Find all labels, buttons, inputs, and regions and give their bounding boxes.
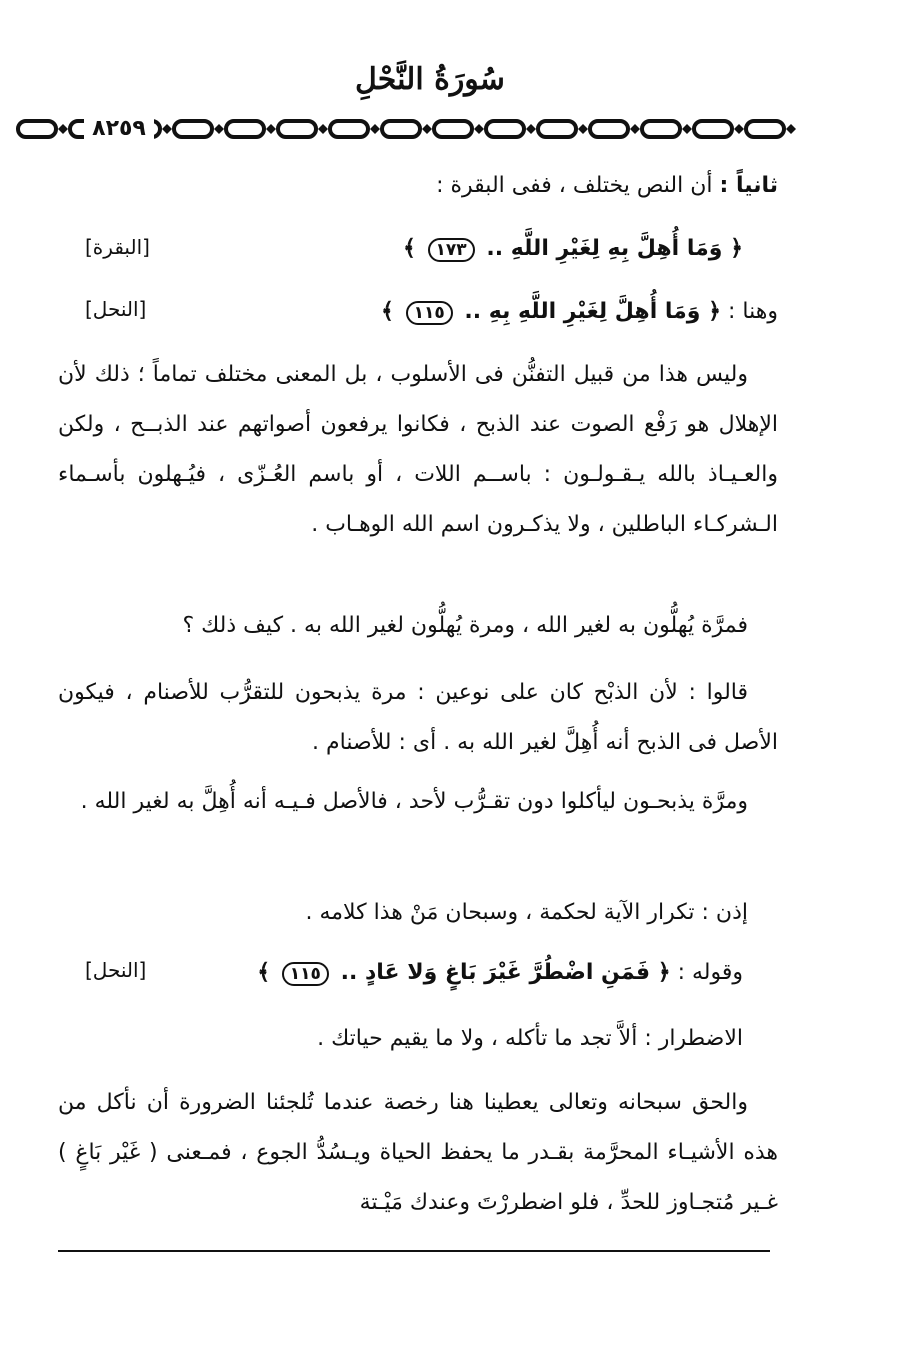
verse-lead: وهنا : (728, 299, 778, 324)
chain-diamond (734, 124, 744, 134)
paragraph: ومرَّة يذبحـون ليأكلوا دون تقـرُّب لأحد ، فالأصل فـيـه أنه أُهِلَّ به لغير الله . (80, 789, 748, 814)
verse-nahl-line (381, 296, 778, 328)
verse-text: وَمَا أُهِلَّ بِهِ لِغَيْرِ اللَّهِ .. (486, 236, 723, 261)
paragraph: والحق سبحانه وتعالى يعطينا هنا رخصة عندما تُلجئنا الضرورة أن نأكل من هذه الأشيـاء المحرَّمة بقـدر ما يحفظ الحياة ويـسُدُّ الجوع ، فمـعنى ( غَيْر بَاغٍ ) غـير مُتجـاوز للحدِّ ، فلو اضطررْتَ وعندك مَيْـتة (58, 1090, 778, 1215)
chain-diamond (162, 124, 172, 134)
chain-diamond (630, 124, 640, 134)
chain-diamond (578, 124, 588, 134)
verse-baqarah (403, 233, 743, 265)
intro-line (436, 170, 778, 202)
paragraph: وليس هذا من قبيل التفنُّن فى الأسلوب ، بل المعنى مختلف تماماً ؛ ذلك لأن الإهلال هو رَفْع الصوت عند الذبح ، فكانوا يرفعون أصواتهم عند الذبــح ، ولكن والعـيـاذ بالله يـقـولـون : باســم اللات ، أو باسم العُـزّى ، فيُـهلون بأسـماء الـشركـاء الباطلين ، ولا يذكـرون اسم الله الوهـاب . (58, 362, 778, 537)
ornate-bracket-close-icon: ﴾ (381, 299, 394, 324)
chain-link (226, 121, 264, 137)
ornate-bracket-open-icon: ﴿ (708, 299, 722, 324)
ornate-bracket-close-icon: ﴾ (402, 236, 416, 261)
chain-diamond (58, 124, 68, 134)
chain-link (746, 121, 784, 137)
chain-diamond (266, 124, 276, 134)
intro-text: أن النص يختلف ، ففى البقرة : (436, 173, 713, 198)
verse-lead: وقوله : (677, 960, 743, 985)
ornate-bracket-open-icon: ﴿ (657, 960, 671, 985)
chain-link (694, 121, 732, 137)
paragraph: قالوا : لأن الذبْح كان على نوعين : مرة يذبحون للتقرُّب للأصنام ، فيكون الأصل فى الذبح أنه أُهِلَّ لغير الله به . أى : للأصنام . (58, 680, 778, 755)
chain-link (174, 121, 212, 137)
paragraph: إذن : تكرار الآية لحكمة ، وسبحان مَنْ هذا كلامه . (305, 900, 748, 925)
chain-link (382, 121, 420, 137)
page-number: ٨٢٥٩ (84, 112, 154, 146)
chain-link (330, 121, 368, 137)
paragraph: فمرَّة يُهلُّون به لغير الله ، ومرة يُهلُّون لغير الله به . كيف ذلك ؟ (182, 613, 748, 638)
ornate-bracket-open-icon: ﴿ (730, 236, 743, 261)
chain-link (538, 121, 576, 137)
verse-text: فَمَنِ اضْطُرَّ غَيْرَ بَاغٍ وَلا عَادٍ .. (340, 960, 651, 985)
chain-link (434, 121, 472, 137)
surah-title: سُورَةُ النَّحْلِ (355, 62, 505, 97)
chain-link (642, 121, 680, 137)
chain-diamond (474, 124, 484, 134)
verse-number-badge: ١١٥ (282, 962, 329, 986)
chain-diamond (786, 124, 796, 134)
chain-diamond (682, 124, 692, 134)
surah-reference: [النحل] (85, 958, 147, 982)
chain-diamond (526, 124, 536, 134)
paragraph: الاضطرار : ألاَّ تجد ما تأكله ، ولا ما يقيم حياتك . (317, 1026, 743, 1051)
chain-diamond (318, 124, 328, 134)
chain-link (278, 121, 316, 137)
surah-reference: [البقرة] (85, 235, 150, 259)
chain-link (18, 121, 56, 137)
verse-number-badge: ١٧٣ (428, 238, 475, 262)
intro-label: ثانياً : (719, 173, 778, 198)
chain-link (590, 121, 628, 137)
footer-rule (58, 1250, 770, 1252)
chain-diamond (214, 124, 224, 134)
chain-diamond (370, 124, 380, 134)
chain-diamond (422, 124, 432, 134)
verse-text: وَمَا أُهِلَّ لِغَيْرِ اللَّهِ بِهِ .. (464, 299, 701, 324)
verse-nahl-line (257, 957, 743, 989)
surah-reference: [النحل] (85, 297, 147, 321)
verse-number-badge: ١١٥ (406, 301, 453, 325)
ornate-bracket-close-icon: ﴾ (257, 960, 271, 985)
chain-link (486, 121, 524, 137)
